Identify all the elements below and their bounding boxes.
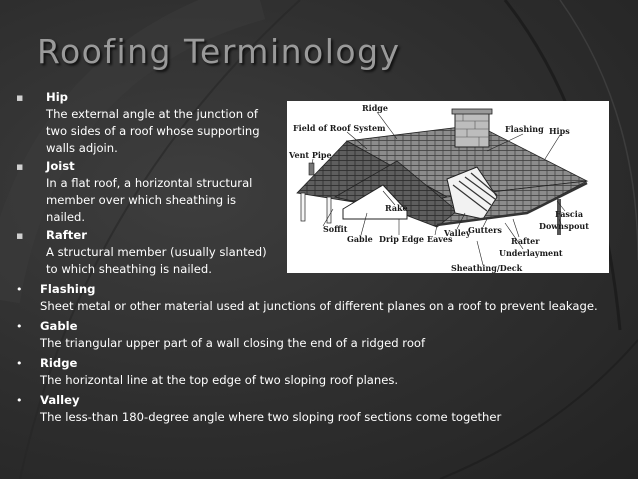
label-downspout: Downspout [539, 221, 589, 231]
label-rake: Rake [385, 203, 408, 213]
label-rafter: Rafter [511, 236, 540, 246]
label-vent-pipe: Vent Pipe [289, 150, 332, 160]
list-item-ridge [16, 355, 616, 389]
term-description: The triangular upper part of a wall closing the end of a ridged roof [40, 336, 426, 350]
list-item-hip [16, 89, 276, 157]
label-ridge: Ridge [362, 103, 388, 113]
label-gutters: Gutters [468, 225, 502, 235]
roof-diagram [287, 101, 609, 273]
label-sheathing-deck: Sheathing/Deck [451, 263, 523, 273]
bullet-dot-icon: • [16, 320, 23, 333]
term-label: Ridge [40, 356, 78, 370]
term-description: Sheet metal or other material used at junctions of different planes on a roof to prevent leakage. [40, 299, 598, 313]
porch-post [301, 193, 305, 221]
label-soffit: Soffit [323, 224, 348, 234]
label-hips: Hips [549, 126, 570, 136]
lower-term-list [16, 281, 616, 429]
label-fascia: Fascia [555, 209, 584, 219]
chimney [455, 113, 489, 147]
list-item-flashing [16, 281, 616, 315]
upper-term-list [16, 89, 276, 279]
list-item-rafter [16, 227, 276, 278]
bullet-dot-icon: • [16, 357, 23, 370]
term-label: Rafter [46, 228, 87, 242]
label-gable: Gable [347, 234, 373, 244]
term-description: The external angle at the junction of two sides of a roof whose supporting walls adjoin. [46, 107, 260, 155]
term-description: A structural member (usually slanted) to which sheathing is nailed. [46, 245, 267, 276]
square-bullet-icon: ▪ [16, 91, 24, 104]
label-flashing: Flashing [505, 124, 544, 134]
list-item-valley [16, 392, 616, 426]
term-label: Joist [46, 159, 75, 173]
term-label: Gable [40, 319, 78, 333]
label-valley: Valley [444, 228, 471, 238]
term-description: In a flat roof, a horizontal structural member over which sheathing is nailed. [46, 176, 253, 224]
square-bullet-icon: ▪ [16, 229, 24, 242]
vent-pipe [309, 163, 314, 175]
term-label: Valley [40, 393, 80, 407]
label-eaves: Eaves [427, 234, 453, 244]
porch-post [327, 197, 331, 223]
list-item-gable [16, 318, 616, 352]
square-bullet-icon: ▪ [16, 160, 24, 173]
bullet-dot-icon: • [16, 283, 23, 296]
label-field-of-roof-system: Field of Roof System [293, 123, 386, 133]
term-label: Hip [46, 90, 68, 104]
term-label: Flashing [40, 282, 96, 296]
label-drip-edge: Drip Edge [379, 234, 424, 244]
bullet-dot-icon: • [16, 394, 23, 407]
label-underlayment: Underlayment [499, 248, 563, 258]
term-description: The horizontal line at the top edge of two sloping roof planes. [40, 373, 399, 387]
slide-title: Roofing Terminology [37, 32, 401, 71]
term-description: The less-than 180-degree angle where two sloping roof sections come together [40, 410, 502, 424]
list-item-joist [16, 158, 276, 226]
roof-illustration [287, 101, 609, 273]
